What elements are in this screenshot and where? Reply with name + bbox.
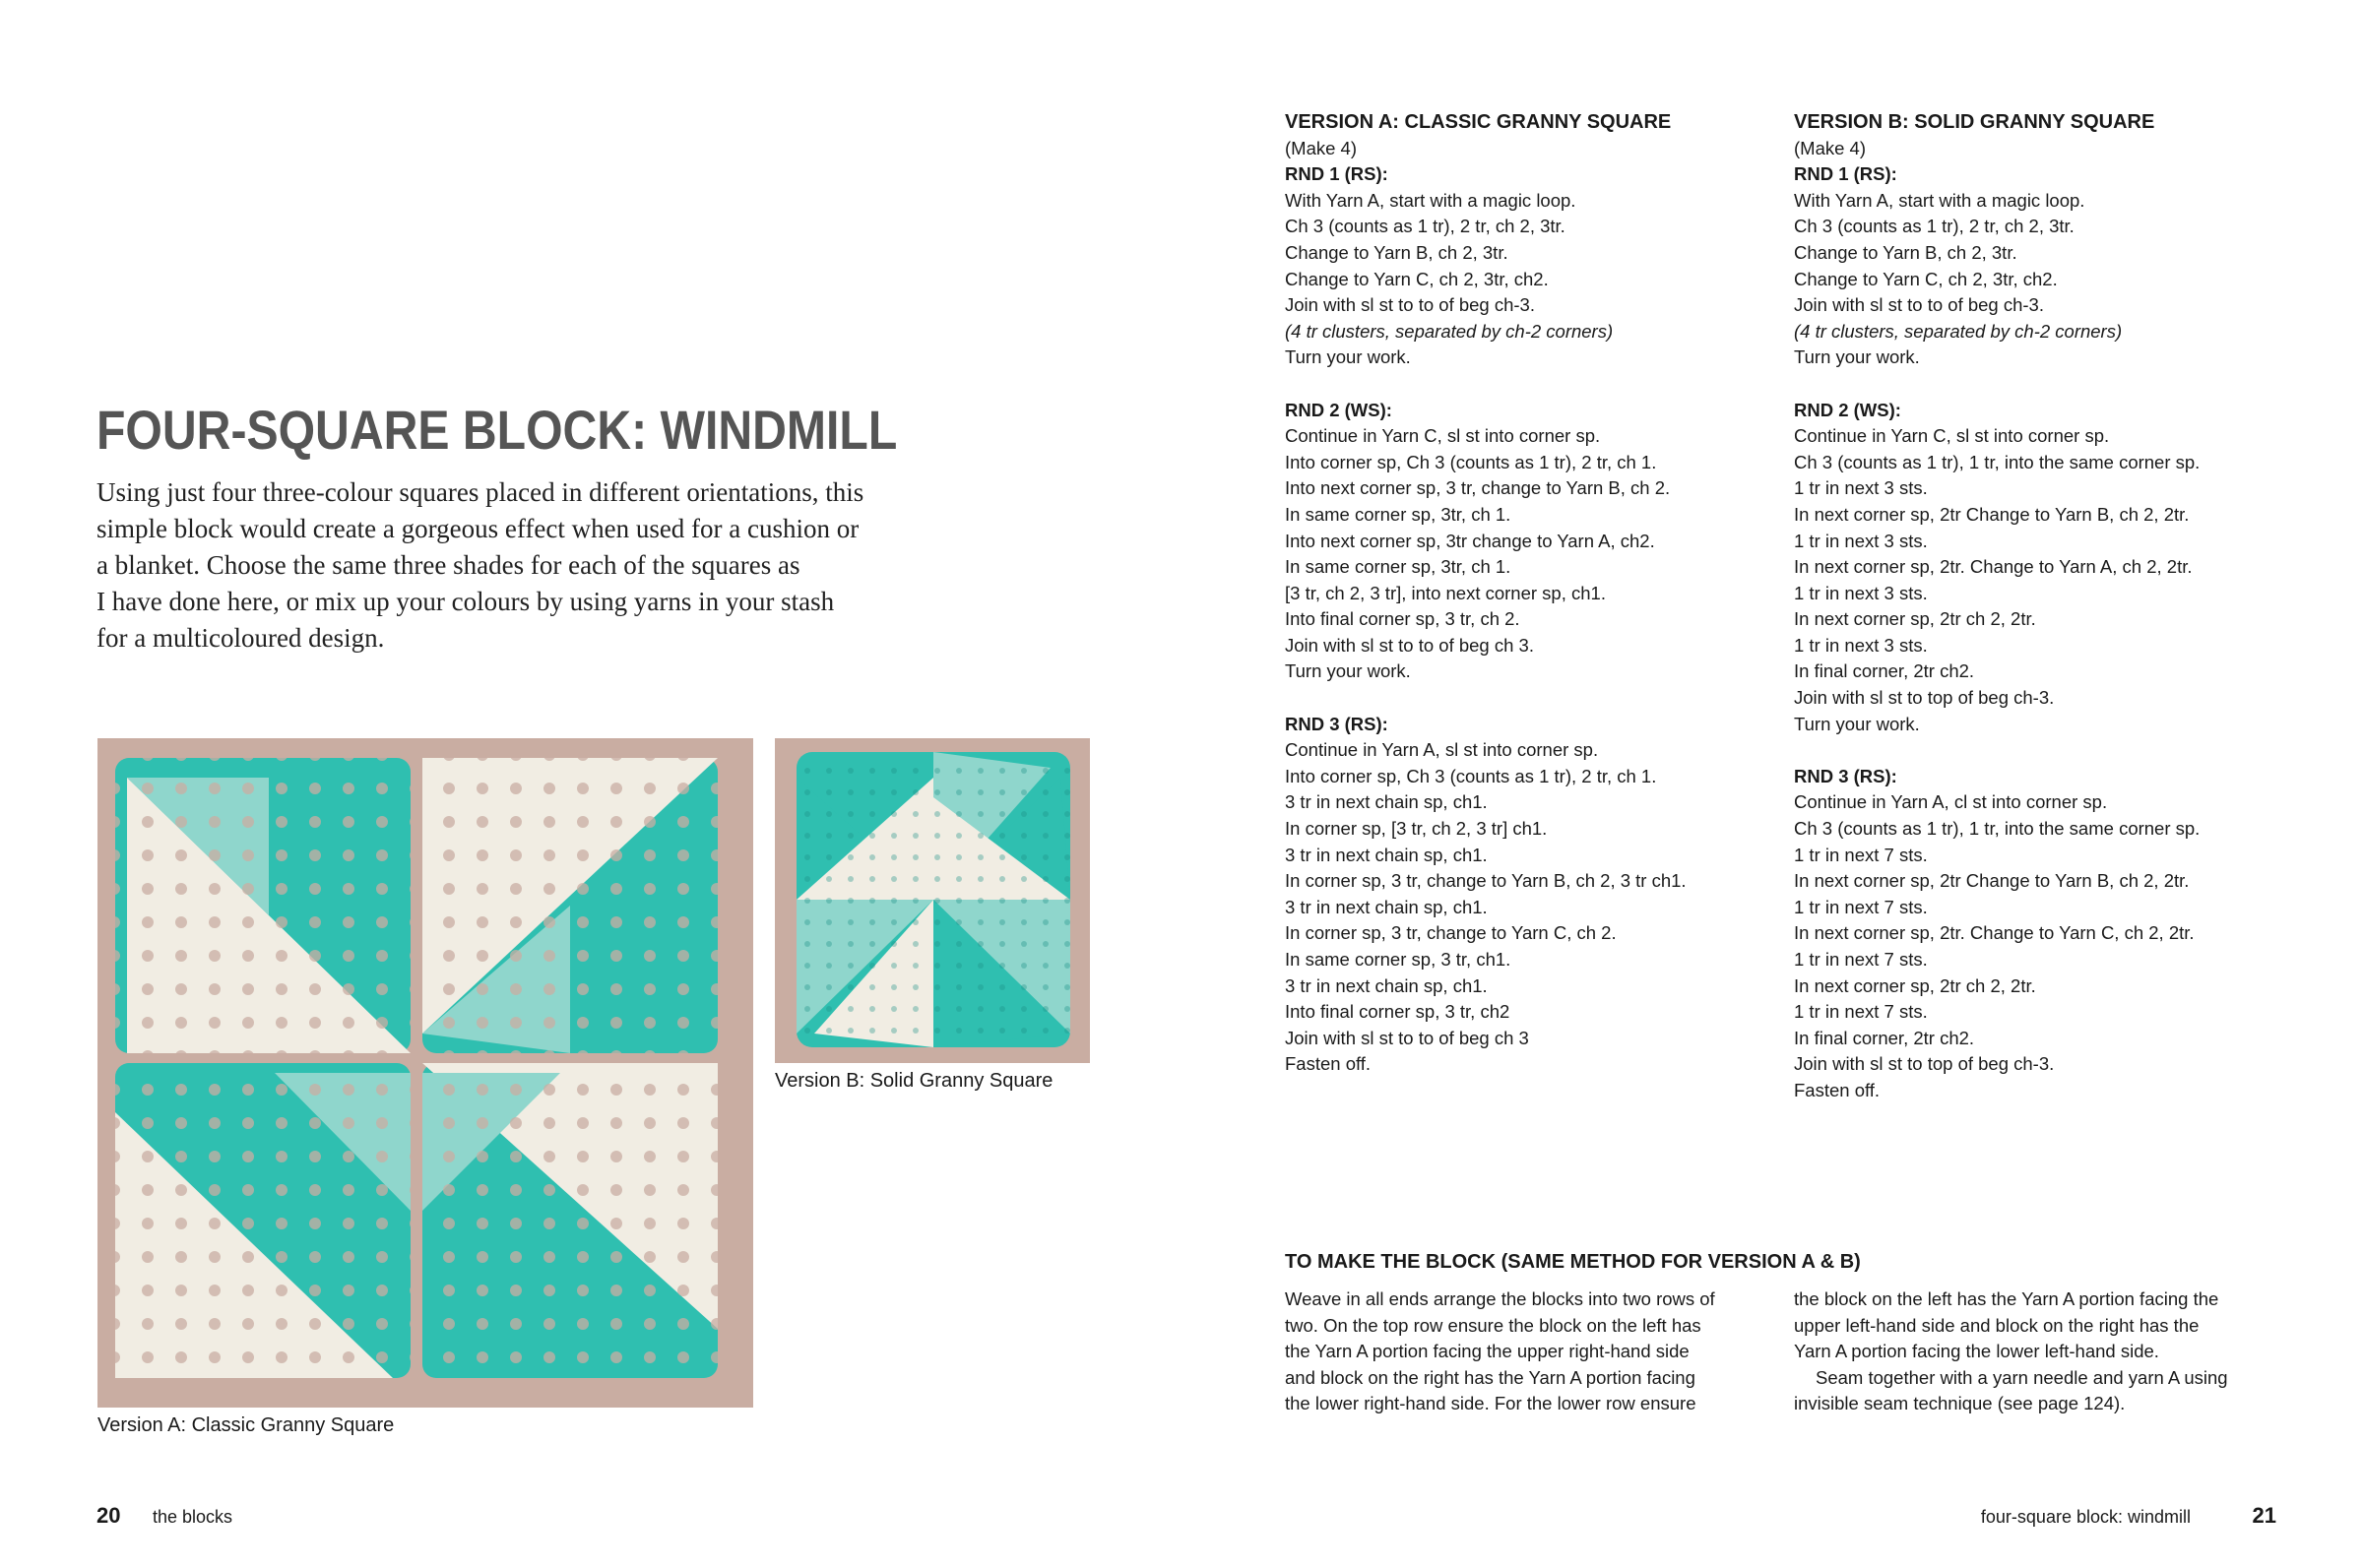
instruction-line: 1 tr in next 3 sts. <box>1794 530 1928 551</box>
instruction-line: 1 tr in next 7 sts. <box>1794 1001 1928 1023</box>
instruction-line: In corner sp, 3 tr, change to Yarn B, ch 2, 3 tr ch1. <box>1285 870 1687 892</box>
instruction-note: (4 tr clusters, separated by ch-2 corners) <box>1285 320 1614 342</box>
instruction-line: Ch 3 (counts as 1 tr), 2 tr, ch 2, 3tr. <box>1794 216 2075 237</box>
instruction-line: In final corner, 2tr ch2. <box>1794 1027 1975 1048</box>
make-count: (Make 4) <box>1794 137 1866 158</box>
intro-line: for a multicoloured design. <box>96 623 385 653</box>
instruction-line: 1 tr in next 7 sts. <box>1794 949 1928 970</box>
instruction-line: Continue in Yarn C, sl st into corner sp. <box>1794 425 2110 447</box>
photo-classic-granny-square <box>97 738 753 1408</box>
instruction-line: In corner sp, [3 tr, ch 2, 3 tr] ch1. <box>1285 818 1548 840</box>
intro-line: a blanket. Choose the same three shades for each of the squares as <box>96 550 800 580</box>
make-block-section <box>1285 1249 2269 1276</box>
instruction-line: Ch 3 (counts as 1 tr), 1 tr, into the same corner sp. <box>1794 451 2201 472</box>
instruction-line: Join with sl st to to of beg ch-3. <box>1794 294 2044 316</box>
square-top-left <box>115 758 411 1053</box>
instruction-line: Fasten off. <box>1285 1053 1372 1075</box>
body-line: Weave in all ends arrange the blocks into two rows of <box>1285 1288 1715 1309</box>
instruction-line: Turn your work. <box>1794 346 1920 368</box>
instruction-line: Turn your work. <box>1794 713 1920 734</box>
solid-square <box>797 752 1070 1047</box>
instruction-line: Change to Yarn B, ch 2, 3tr. <box>1794 241 2017 263</box>
instruction-line: In next corner sp, 2tr Change to Yarn B, ch 2, 2tr. <box>1794 870 2190 892</box>
body-line: two. On the top row ensure the block on the left has <box>1285 1314 1701 1336</box>
page-number-right: 21 <box>2252 1503 2276 1528</box>
square-bottom-left <box>115 1063 411 1378</box>
instruction-line: 1 tr in next 3 sts. <box>1794 634 1928 656</box>
instruction-line: Into next corner sp, 3tr change to Yarn A, ch2. <box>1285 530 1655 551</box>
instruction-line: Into next corner sp, 3 tr, change to Yarn B, ch 2. <box>1285 477 1671 499</box>
instruction-line: In corner sp, 3 tr, change to Yarn C, ch 2. <box>1285 922 1617 944</box>
instruction-line: Into corner sp, Ch 3 (counts as 1 tr), 2 tr, ch 1. <box>1285 765 1657 786</box>
instruction-line: Continue in Yarn C, sl st into corner sp. <box>1285 425 1601 447</box>
round-label: RND 1 (RS): <box>1794 163 1897 185</box>
version-a-heading: VERSION A: CLASSIC GRANNY SQUARE <box>1285 111 1672 133</box>
instruction-line: In next corner sp, 2tr. Change to Yarn A, ch 2, 2tr. <box>1794 556 2193 578</box>
instruction-line: In same corner sp, 3tr, ch 1. <box>1285 556 1511 578</box>
round-label: RND 1 (RS): <box>1285 163 1388 185</box>
instruction-line: 1 tr in next 7 sts. <box>1794 844 1928 865</box>
square-top-right <box>422 758 718 1053</box>
instruction-note: (4 tr clusters, separated by ch-2 corners) <box>1794 320 2123 342</box>
instruction-line: In next corner sp, 2tr. Change to Yarn C, ch 2, 2tr. <box>1794 922 2195 944</box>
spacer <box>1285 371 1777 398</box>
round-label: RND 3 (RS): <box>1794 765 1897 786</box>
instruction-line: In next corner sp, 2tr Change to Yarn B, ch 2, 2tr. <box>1794 503 2190 525</box>
version-b-column <box>1794 109 2286 1104</box>
instruction-line: [3 tr, ch 2, 3 tr], into next corner sp, ch1. <box>1285 582 1606 603</box>
instruction-line: 3 tr in next chain sp, ch1. <box>1285 791 1488 813</box>
instruction-line: 1 tr in next 7 sts. <box>1794 896 1928 917</box>
photo-a-caption: Version A: Classic Granny Square <box>97 1414 395 1436</box>
instruction-line: Turn your work. <box>1285 346 1411 368</box>
instruction-line: Join with sl st to top of beg ch-3. <box>1794 1053 2055 1075</box>
version-a-column <box>1285 109 1777 1078</box>
spacer <box>1285 685 1777 712</box>
running-head-left: the blocks <box>153 1507 233 1527</box>
body-line: and block on the right has the Yarn A portion facing <box>1285 1366 1695 1388</box>
make-block-heading: TO MAKE THE BLOCK (SAME METHOD FOR VERSION A & B) <box>1285 1251 1861 1273</box>
page-number-left: 20 <box>96 1503 121 1528</box>
instruction-line: Change to Yarn C, ch 2, 3tr, ch2. <box>1285 268 1549 289</box>
body-line: the Yarn A portion facing the upper right-hand side <box>1285 1341 1690 1362</box>
intro-line: I have done here, or mix up your colours by using yarns in your stash <box>96 587 835 616</box>
make-block-column-2 <box>1794 1286 2286 1417</box>
spacer <box>1794 737 2286 764</box>
body-line: the block on the left has the Yarn A portion facing the <box>1794 1288 2219 1309</box>
instruction-line: In same corner sp, 3tr, ch 1. <box>1285 503 1511 525</box>
instruction-line: With Yarn A, start with a magic loop. <box>1794 189 2085 211</box>
instruction-line: In same corner sp, 3 tr, ch1. <box>1285 949 1511 970</box>
body-line: invisible seam technique (see page 124). <box>1794 1393 2126 1414</box>
photo-solid-granny-square <box>775 738 1090 1063</box>
body-line: Seam together with a yarn needle and yarn A using <box>1816 1366 2228 1388</box>
instruction-line: Into final corner sp, 3 tr, ch 2. <box>1285 608 1520 630</box>
instruction-line: 3 tr in next chain sp, ch1. <box>1285 896 1488 917</box>
instruction-line: In next corner sp, 2tr ch 2, 2tr. <box>1794 608 2036 630</box>
instruction-line: Fasten off. <box>1794 1079 1881 1100</box>
intro-line: simple block would create a gorgeous effect when used for a cushion or <box>96 514 860 543</box>
instruction-line: In next corner sp, 2tr ch 2, 2tr. <box>1794 974 2036 996</box>
body-line: the lower right-hand side. For the lower row ensure <box>1285 1393 1696 1414</box>
body-line: upper left-hand side and block on the right has the <box>1794 1314 2200 1336</box>
page-title: FOUR-SQUARE BLOCK: WINDMILL <box>96 399 898 461</box>
round-label: RND 2 (WS): <box>1794 399 1901 420</box>
instruction-line: Join with sl st to to of beg ch-3. <box>1285 294 1535 316</box>
version-b-heading: VERSION B: SOLID GRANNY SQUARE <box>1794 111 2155 133</box>
instruction-line: Change to Yarn C, ch 2, 3tr, ch2. <box>1794 268 2058 289</box>
body-line: Yarn A portion facing the lower left-hand side. <box>1794 1341 2159 1362</box>
photo-b-caption: Version B: Solid Granny Square <box>775 1070 1054 1092</box>
spacer <box>1794 371 2286 398</box>
instruction-line: 3 tr in next chain sp, ch1. <box>1285 844 1488 865</box>
instruction-line: Join with sl st to to of beg ch 3. <box>1285 634 1534 656</box>
instruction-line: Ch 3 (counts as 1 tr), 2 tr, ch 2, 3tr. <box>1285 216 1565 237</box>
instruction-line: Continue in Yarn A, cl st into corner sp. <box>1794 791 2108 813</box>
instruction-line: Change to Yarn B, ch 2, 3tr. <box>1285 241 1508 263</box>
instruction-line: 1 tr in next 3 sts. <box>1794 477 1928 499</box>
instruction-line: Continue in Yarn A, sl st into corner sp. <box>1285 739 1599 761</box>
instruction-line: With Yarn A, start with a magic loop. <box>1285 189 1576 211</box>
square-bottom-right <box>422 1063 718 1378</box>
make-block-column-1 <box>1285 1286 1777 1417</box>
instruction-line: In final corner, 2tr ch2. <box>1794 660 1975 682</box>
instruction-line: 1 tr in next 3 sts. <box>1794 582 1928 603</box>
intro-paragraph <box>96 474 943 657</box>
running-head-right: four-square block: windmill <box>1980 1507 2191 1527</box>
make-count: (Make 4) <box>1285 137 1357 158</box>
intro-line: Using just four three-colour squares placed in different orientations, this <box>96 477 864 507</box>
instruction-line: Into corner sp, Ch 3 (counts as 1 tr), 2 tr, ch 1. <box>1285 451 1657 472</box>
instruction-line: 3 tr in next chain sp, ch1. <box>1285 974 1488 996</box>
round-label: RND 3 (RS): <box>1285 713 1388 734</box>
instruction-line: Into final corner sp, 3 tr, ch2 <box>1285 1001 1510 1023</box>
instruction-line: Join with sl st to top of beg ch-3. <box>1794 687 2055 709</box>
instruction-line: Ch 3 (counts as 1 tr), 1 tr, into the same corner sp. <box>1794 818 2201 840</box>
instruction-line: Join with sl st to to of beg ch 3 <box>1285 1027 1529 1048</box>
round-label: RND 2 (WS): <box>1285 399 1392 420</box>
instruction-line: Turn your work. <box>1285 660 1411 682</box>
